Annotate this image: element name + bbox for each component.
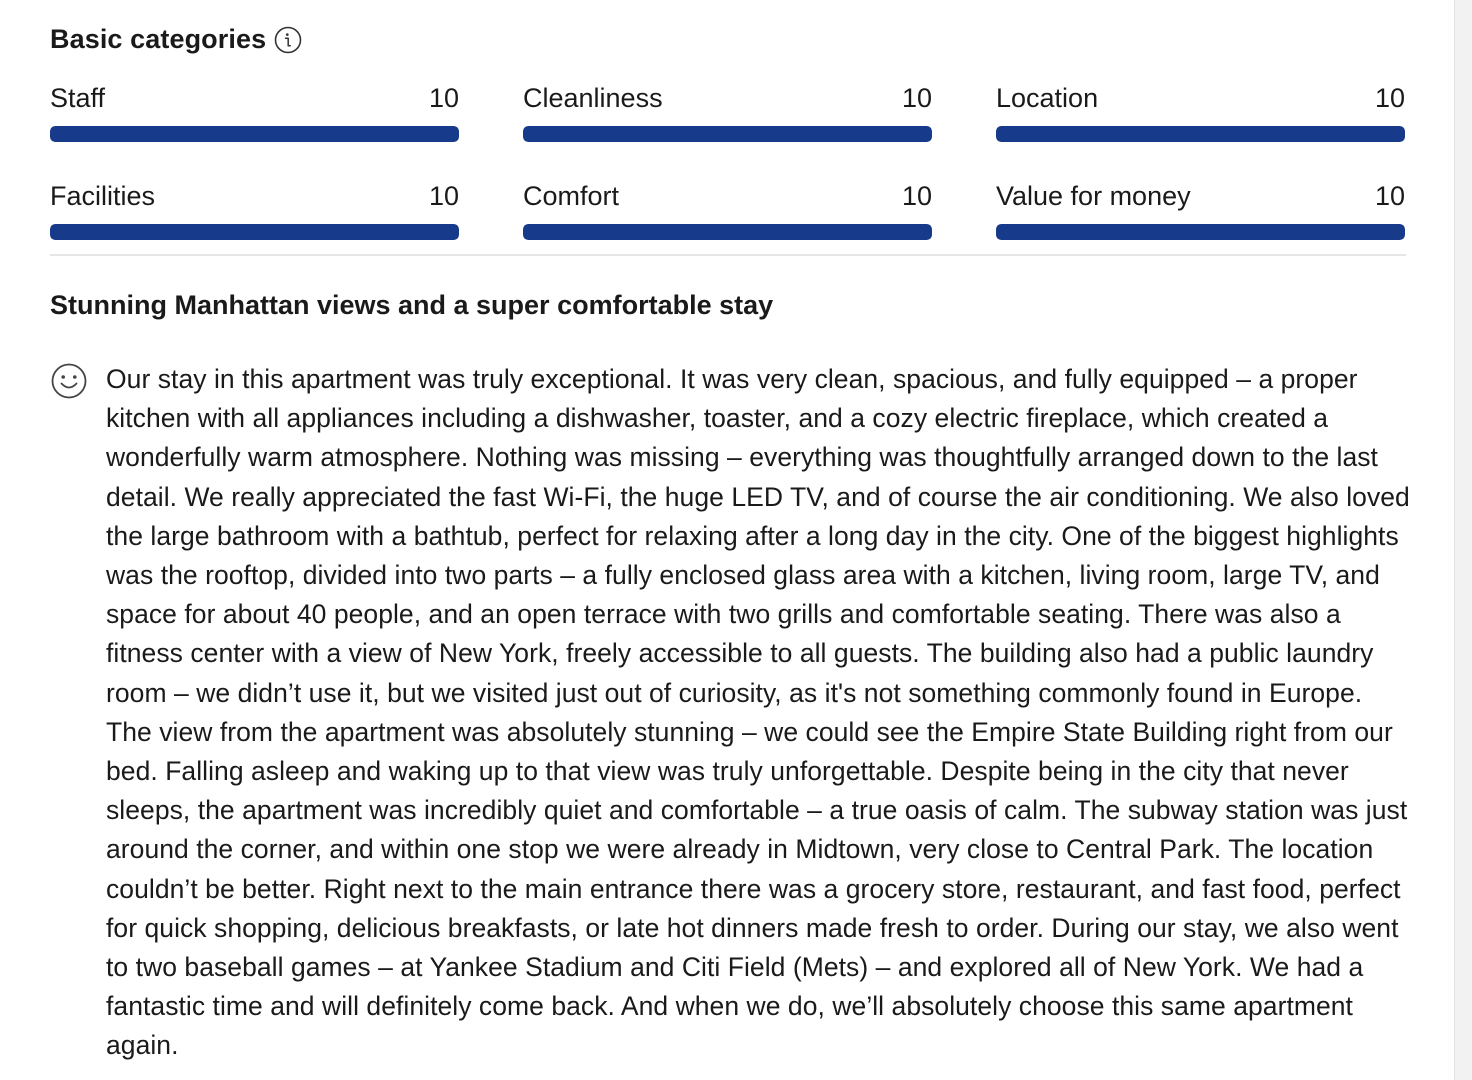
score-bar [50,224,459,240]
category-staff [50,80,459,142]
review-body [50,360,1410,1066]
category-scores-grid [50,80,1406,240]
category-location [996,80,1405,142]
category-facilities [50,178,459,240]
score-bar-fill [996,224,1405,240]
score-bar-fill [523,126,932,142]
category-label: Value for money [996,181,1191,211]
review-title: Stunning Manhattan views and a super comfortable stay [50,290,774,320]
category-score: 10 [901,83,932,113]
score-bar-fill [50,224,459,240]
score-bar [996,224,1405,240]
category-score: 10 [1374,83,1405,113]
category-comfort [523,178,932,240]
category-score: 10 [1374,181,1405,211]
category-score: 10 [428,181,459,211]
category-cleanliness [523,80,932,142]
score-bar [523,224,932,240]
smiley-face-icon [50,362,88,400]
categories-header [50,24,302,55]
info-circle-icon[interactable] [274,26,302,54]
score-bar [50,126,459,142]
category-score: 10 [901,181,932,211]
categories-title: Basic categories [50,24,267,54]
section-divider [50,254,1406,256]
category-label: Cleanliness [523,83,663,113]
score-bar [996,126,1405,142]
category-score: 10 [428,83,459,113]
review-text: Our stay in this apartment was truly exceptional. It was very clean, spacious, and fully equipped – a proper kitchen with all appliances including a dishwasher, toaster, and a cozy electric fireplace, which created a wonderfully warm atmosphere. Nothing was missing – everything was thoughtfully arranged down to the last detail. We really appreciated the fast Wi-Fi, the huge LED TV, and of course the air conditioning. We also loved the large bathroom with a bathtub, perfect for relaxing after a long day in the city. One of the biggest highlights was the rooftop, divided into two parts – a fully enclosed glass area with a kitchen, living room, large TV, and space for about 40 people, and an open terrace with two grills and comfortable seating. There was also a fitness center with a view of New York, freely accessible to all guests. The building also had a public laundry room – we didn’t use it, but we visited just out of curiosity, as it's not something commonly found in Europe. The view from the apartment was absolutely stunning – we could see the Empire State Building right from our bed. Falling asleep and waking up to that view was truly unforgettable. Despite being in the city that never sleeps, the apartment was incredibly quiet and comfortable – a true oasis of calm. The subway station was just around the corner, and within one stop we were already in Midtown, very close to Central Park. The location couldn’t be better. Right next to the main entrance there was a grocery store, restaurant, and fast food, perfect for quick shopping, delicious breakfasts, or late hot dinners made fresh to order. During our stay, we also went to two baseball games – at Yankee Stadium and Citi Field (Mets) – and explored all of New York. We had a fantastic time and will definitely come back. And when we do, we’ll absolutely choose this same apartment again. [106,364,1410,1061]
score-bar-fill [523,224,932,240]
score-bar-fill [996,126,1405,142]
category-value-for-money [996,178,1405,240]
score-bar [523,126,932,142]
category-label: Location [996,83,1099,113]
category-label: Comfort [523,181,620,211]
category-label: Staff [50,83,106,113]
score-bar-fill [50,126,459,142]
category-label: Facilities [50,181,156,211]
